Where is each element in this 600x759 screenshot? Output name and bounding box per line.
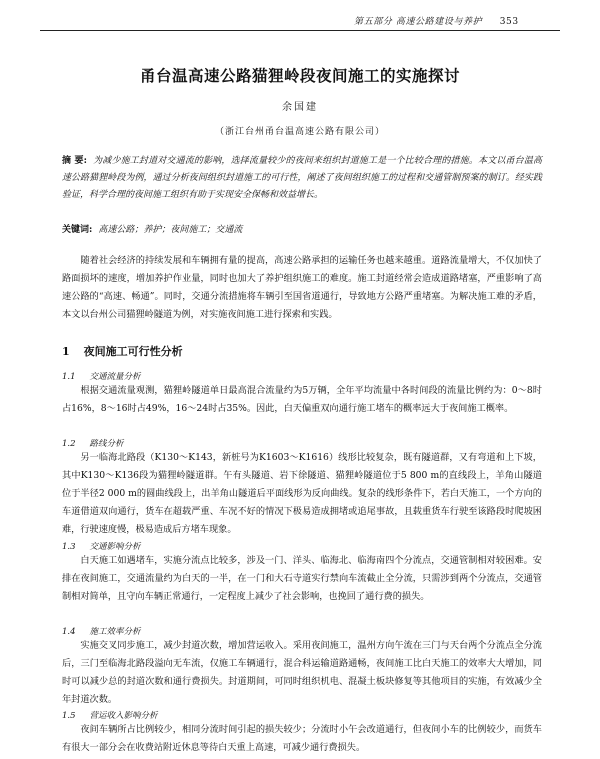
subsection-title: 交通流量分析: [89, 372, 141, 382]
subsection-title: 路线分析: [89, 439, 124, 449]
abstract: [62, 153, 542, 203]
subsection-paragraph: 根据交通流量观测，猫狸岭隧道单日最高混合流量约为5万辆，全年平均流量中各时间段的流量比例约为：0～8时占16%，8～16时占49%，16～24时占35%。因此，白天偏重双向通行施工堵车的概率远大于夜间施工概率。: [62, 385, 542, 414]
subsection-paragraph: 实施交叉同步施工，减少封道次数，增加营运收入。采用夜间施工，温州方向午流在三门与天台两个分流点全分流后，三门至临海北路段溢向无车流，仅施工车辆通行，混合科运输道路通畅，夜间施工比白天施工的效率大大增加，同时可以减少总的封道次数和通行费损失。封道期间，可同时组织机电、混凝土板块修复等其他项目的实施，有效减少全年封道次数。: [62, 640, 542, 705]
intro-paragraph: 随着社会经济的持续发展和车辆拥有量的提高，高速公路承担的运输任务也越来越重。道路流量增大，不仅加快了路面损坏的速度，增加养护作业量，同时也加大了养护组织施工的难度。施工封道经常会造成道路堵塞，严重影响了高速公路的“高速、畅通”。同时，交通分流措施将车辆引至国省道通行，导致地方公路严重堵塞。为解决施工难的矛盾，本文以台州公司猫狸岭隧道为例，对实施夜间施工进行探索和实践。: [62, 255, 542, 320]
subsection-paragraph: 白天施工如遇堵车，实施分流点比较多，涉及一门、洋头、临海北、临海南四个分流点，交通管制相对较困难。安排在夜间施工，交通流量约为白天的一半，在一门和大石寺道实行禁向车流截止全分流，只需涉到两个分流点，交通管制相对简单，且守向车辆正常通行，一定程度上减少了社会影响，也挽回了通行费的损失。: [62, 555, 542, 602]
keywords-label: 关键词:: [62, 225, 93, 235]
subsection-number: 1.4: [62, 627, 76, 637]
subsection-heading: [62, 437, 124, 449]
subsection-paragraph: 夜间车辆所占比例较少，相同分流时间引起的损失较少；分流时小午会改道通行，但夜间小车的比例较少，而货车有很大一部分会在收费站附近休息等待白天重上高速，可减少通行费损失。: [62, 724, 542, 753]
subsection-title: 施工效率分析: [89, 627, 141, 637]
subsection-number: 1.3: [62, 542, 76, 552]
header-rule: [40, 30, 560, 31]
author: 余国建: [282, 102, 318, 113]
subsection-number: 1.5: [62, 711, 76, 721]
subsection-number: 1.2: [62, 439, 76, 449]
running-header: [354, 14, 519, 27]
running-title: 第五部分 高速公路建设与养护: [354, 17, 483, 27]
subsection-title: 交通影响分析: [89, 542, 141, 552]
affiliation: （浙江台州甬台温高速公路有限公司）: [214, 127, 385, 137]
keywords: [62, 222, 242, 235]
subsection-heading: [62, 709, 158, 721]
section-number: 1: [62, 345, 70, 358]
section-title: 夜间施工可行性分析: [83, 345, 183, 358]
abstract-text: 为减少施工封道对交通流的影响，选择流量较少的夜间来组织封道施工是一个比较合理的措施。本文以甬台温高速公路猫狸岭段为例，通过分析夜间组织封道施工的可行性，阐述了夜间组织施工的过程和交通管制预案的制订。经实践验证，科学合理的夜间施工组织有助于实现安全保畅和效益增长。: [62, 156, 542, 200]
subsection-heading: [62, 370, 141, 382]
subsection-title: 营运收入影响分析: [89, 711, 158, 721]
keywords-text: 高速公路；养护；夜间施工；交通流: [98, 225, 243, 235]
section-heading: [62, 343, 183, 359]
subsection-number: 1.1: [62, 372, 76, 382]
page-number: 353: [499, 17, 519, 27]
subsection-heading: [62, 625, 141, 637]
subsection-heading: [62, 540, 141, 552]
abstract-label: 摘 要:: [62, 156, 87, 166]
subsection-paragraph: 另一临海北路段（K130～K143，新桩号为K1603～K1616）线形比较复杂，既有隧道群，又有弯道和上下坡，其中K130～K136段为猫狸岭隧道群。午有头隧道、岩下徐隧道、猫狸岭隧道位于5 800 m的直线段上，羊角山隧道位于半径2 000 m的圆曲线段上，出羊角山隧道后平面线形为反向曲线。复杂的线形条件下，若白天施工，一个方向的车道借道双向通行，货车在超载严重、车况不好的情况下极易造成拥堵或追尾事故，且载重货车行驶至该路段时爬坡困难，行驶速度慢，极易造成后方堵车现象。: [62, 452, 542, 535]
paper-title: 甬台温高速公路猫狸岭段夜间施工的实施探讨: [139, 66, 460, 85]
